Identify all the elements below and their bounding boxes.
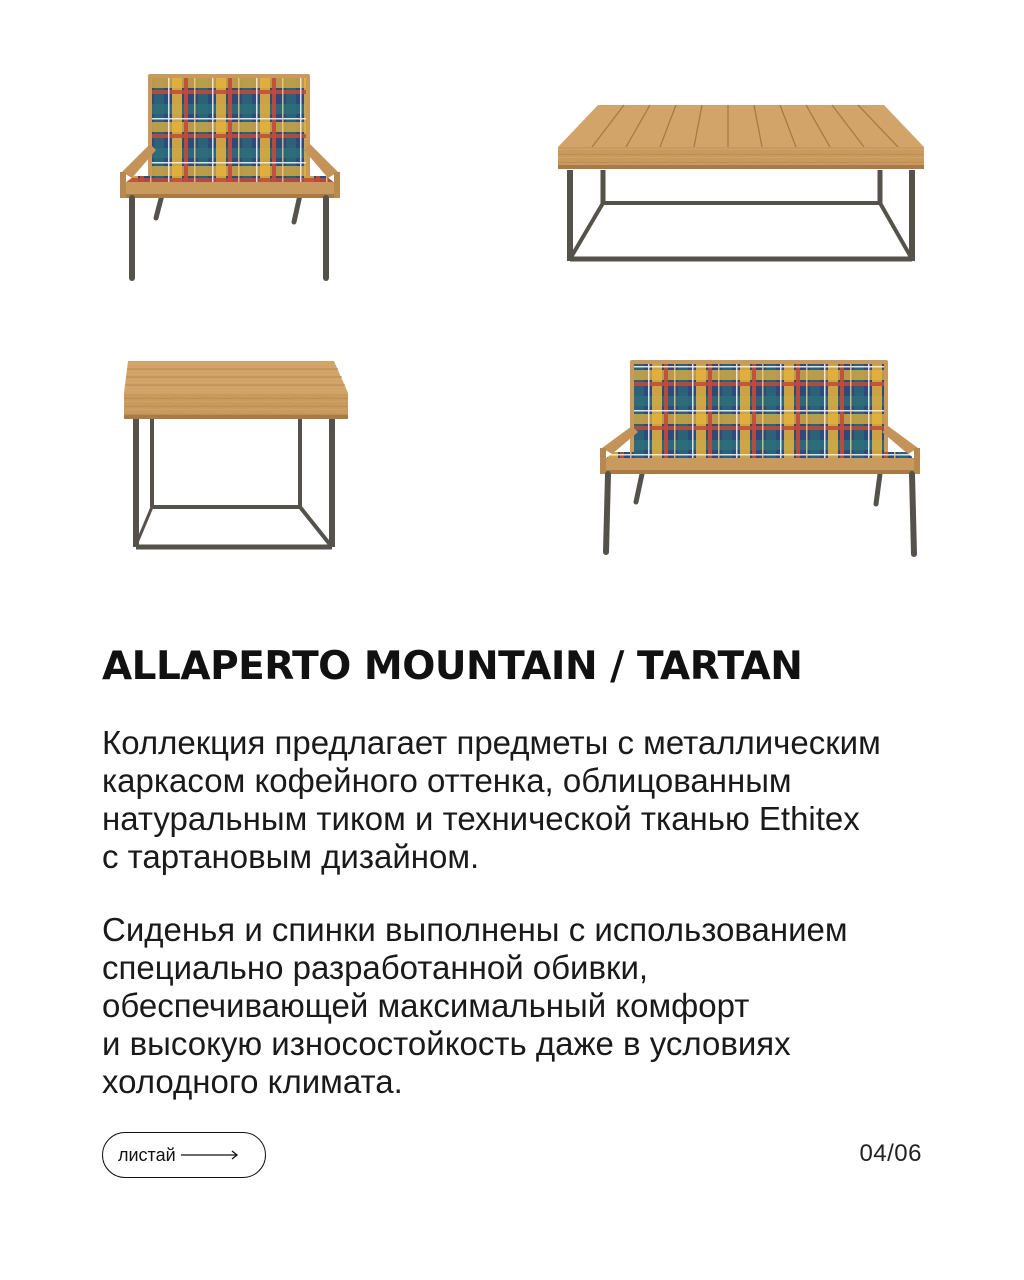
paragraph-line: холодного климата.: [102, 1063, 403, 1100]
lounge-chair-image: [110, 60, 350, 290]
paragraph-line: каркасом кофейного оттенка, облицованным: [102, 762, 792, 799]
side-table-image: [112, 355, 356, 560]
paragraph-line: Сиденья и спинки выполнены с использованием: [102, 911, 848, 948]
paragraph-line: и высокую износостойкость даже в условиях: [102, 1025, 791, 1062]
paragraph-line: обеспечивающей максимальный комфорт: [102, 987, 750, 1024]
description-paragraph-2: [102, 911, 942, 1101]
collection-title: ALLAPERTO MOUNTAIN / TARTAN: [102, 644, 803, 689]
coffee-table-image: [548, 95, 934, 270]
paragraph-line: специально разработанной обивки,: [102, 949, 649, 986]
paragraph-line: Коллекция предлагает предметы с металлическим: [102, 724, 881, 761]
sofa-image: [590, 352, 930, 562]
swipe-label: листай: [118, 1144, 176, 1165]
description-paragraph-1: [102, 724, 942, 876]
swipe-button[interactable]: [102, 1132, 266, 1178]
paragraph-line: с тартановым дизайном.: [102, 838, 480, 875]
page-indicator: 04/06: [859, 1140, 922, 1167]
arrow-right-icon: [181, 1149, 239, 1161]
paragraph-line: натуральным тиком и технической тканью Ethitex: [102, 800, 860, 837]
